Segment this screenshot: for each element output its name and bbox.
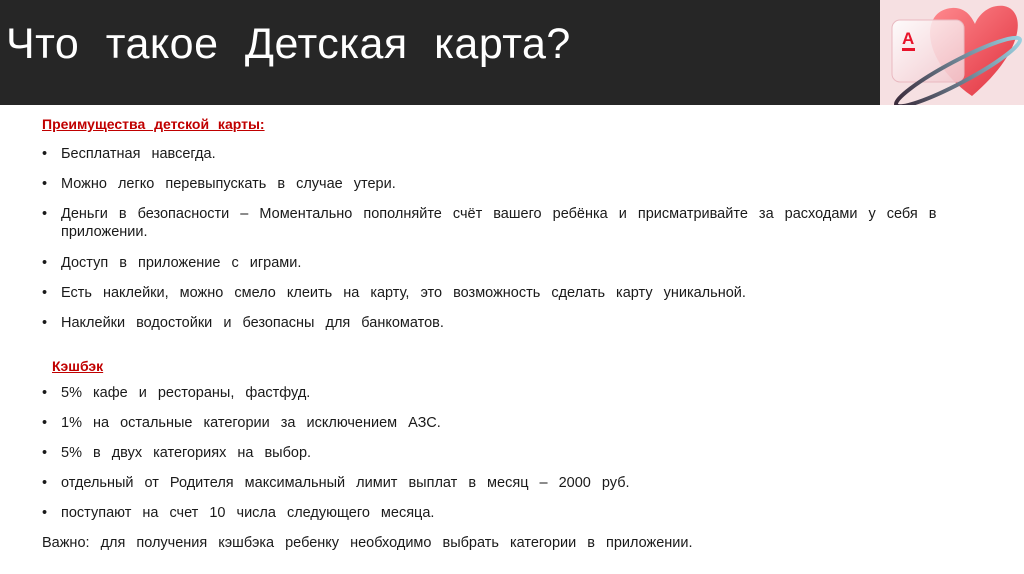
logo-image — [880, 0, 1024, 105]
bullet-icon: • — [42, 445, 48, 461]
page-title: Что такое Детская карта? — [6, 20, 571, 68]
important-note: Важно: для получения кэшбэка ребенку необходимо выбрать категории в приложении. — [42, 535, 693, 551]
list-item: • поступают на счет 10 числа следующего месяца. — [42, 505, 435, 521]
list-item: • Наклейки водостойки и безопасны для банкоматов. — [42, 315, 444, 331]
logo-letter: А — [902, 29, 915, 48]
list-item: • Можно легко перевыпускать в случае утери. — [42, 176, 396, 192]
bullet-icon: • — [42, 255, 48, 271]
bullet-icon: • — [42, 146, 48, 162]
list-item: • 5% в двух категориях на выбор. — [42, 445, 312, 461]
heart-card-icon — [880, 0, 1024, 105]
bullet-icon: • — [42, 385, 48, 401]
list-item: • 5% кафе и рестораны, фастфуд. — [42, 385, 311, 401]
list-item: • Есть наклейки, можно смело клеить на карту, это возможность сделать карту уникальной. — [42, 285, 746, 301]
bullet-icon: • — [42, 315, 48, 331]
bullet-icon: • — [42, 505, 48, 521]
bullet-icon: • — [42, 176, 48, 192]
slide-content — [42, 116, 992, 552]
cashback-list — [42, 384, 992, 522]
bullet-icon: • — [42, 415, 48, 431]
bullet-icon: • — [42, 206, 48, 222]
advantages-list — [42, 145, 992, 332]
list-item: • отдельный от Родителя максимальный лимит выплат в месяц – 2000 руб. — [42, 475, 630, 491]
cashback-heading: Кэшбэк — [52, 358, 104, 374]
list-item: • Деньги в безопасности – Моментально пополняйте счёт вашего ребёнка и присматривайте за расходами у себя в приложении. — [42, 206, 937, 240]
list-item: • Бесплатная навсегда. — [42, 146, 216, 162]
list-item: • Доступ в приложение с играми. — [42, 255, 302, 271]
bullet-icon: • — [42, 285, 48, 301]
title-bar — [0, 0, 880, 105]
bullet-icon: • — [42, 475, 48, 491]
advantages-heading: Преимущества детской карты: — [42, 116, 265, 132]
list-item: • 1% на остальные категории за исключением АЗС. — [42, 415, 441, 431]
